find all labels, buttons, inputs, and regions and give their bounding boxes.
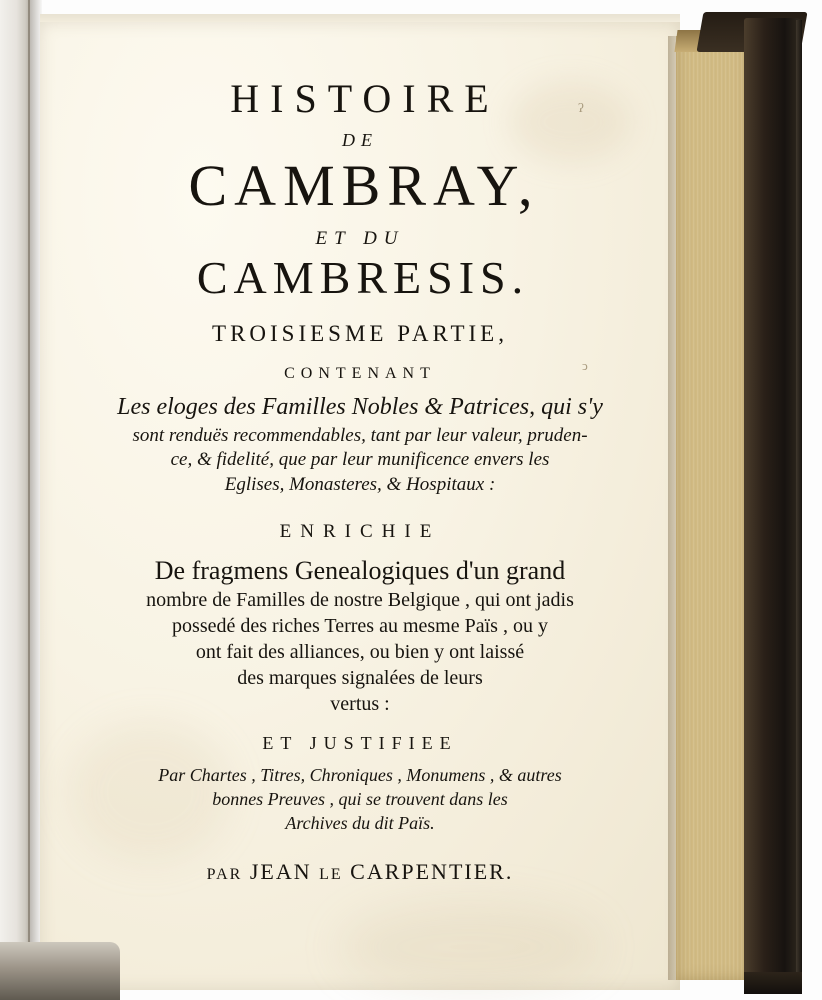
lower-board-corner — [0, 942, 120, 1000]
enrichie-line-6: vertus : — [330, 692, 390, 715]
author-first-name: JEAN — [249, 859, 312, 885]
main-title-cambray: CAMBRAY, — [188, 153, 540, 218]
enrichie-heading: ENRICHIE — [279, 520, 441, 542]
enrichie-line-3: possedé des riches Terres au mesme Païs , ou y — [172, 614, 548, 637]
subtitle-line-3: ce, & fidelité, que par leur munificence envers les — [170, 449, 550, 471]
enrichie-line-2: nombre de Familles de nostre Belgique , qui ont jadis — [146, 588, 574, 611]
subtitle-line-2: sont renduës recommendables, tant par leur valeur, pruden- — [132, 424, 588, 446]
author-line — [55, 859, 665, 885]
part-designation: TROISIESME PARTIE, — [212, 321, 508, 347]
title-text-block — [55, 78, 665, 885]
author-particle: LE — [319, 866, 343, 884]
title-connector-de: DE — [342, 130, 378, 150]
marginal-ink-mark-upper: ʔ — [578, 100, 584, 115]
main-title-cambresis: CAMBRESIS. — [196, 252, 530, 304]
main-title-histoire: HISTOIRE — [230, 76, 500, 121]
author-surname: CARPENTIER. — [350, 859, 514, 885]
subtitle-line-4: Eglises, Monasteres, & Hospitaux : — [224, 474, 496, 496]
justifiee-heading: ET JUSTIFIEE — [262, 732, 458, 753]
enrichie-line-1: De fragmens Genealogiques d'un grand — [154, 555, 566, 585]
cover-bottom-board — [744, 972, 802, 994]
paper-foxing-spot — [340, 902, 600, 992]
author-prefix: PAR — [206, 866, 243, 884]
justifiee-line-1: Par Chartes , Titres, Chroniques , Monumens , & autres — [158, 764, 562, 785]
justifiee-line-2: bonnes Preuves , qui se trouvent dans les — [212, 789, 508, 809]
enrichie-line-5: des marques signalées de leurs — [237, 666, 483, 689]
contenant-heading: CONTENANT — [284, 365, 436, 383]
marginal-ink-mark-middle: ↄ — [582, 358, 588, 373]
leather-cover-board — [744, 18, 802, 986]
subtitle-line-1: Les eloges des Familles Nobles & Patrices, qui s'y — [117, 394, 603, 421]
enrichie-line-4: ont fait des alliances, ou bien y ont laissé — [195, 640, 525, 663]
adjacent-page-edge — [0, 0, 30, 1000]
cover-edge-highlight — [796, 20, 802, 984]
justifiee-line-3: Archives du dit Païs. — [285, 813, 435, 834]
title-connector-et-du: ET DU — [315, 228, 405, 250]
gilt-fore-edge — [676, 36, 750, 980]
